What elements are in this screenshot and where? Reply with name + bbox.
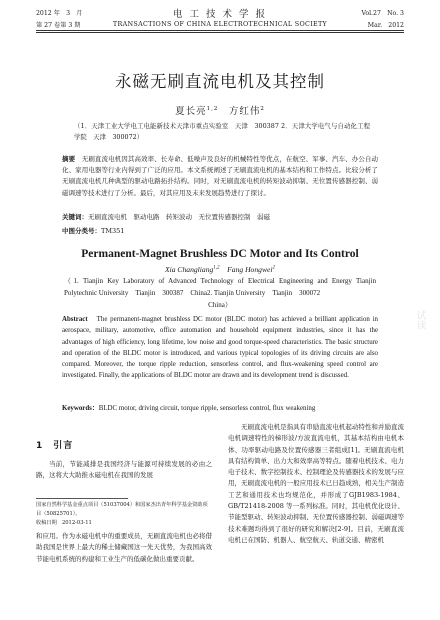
watermark-text: 试读 [414, 310, 425, 330]
footnote-rule [36, 498, 128, 499]
author-en-2: Fang Hongwei [227, 265, 273, 274]
header-rule-thin [36, 32, 404, 33]
author-cn-2-affil: 2 [260, 105, 265, 112]
abstract-en-text: The permanent-magnet brushless DC motor (BLDC motor) has achieved a brilliant application in aerospace, military, automotive, office automation and household equipment industries, since it has the advantages of high efficiency, long lifetime, low noise and good torque-speed characteristics. The basic structure and operation of the BLDC motor is introduced, and various typical topologies of its driving circuits are also compared. Moreover, the torque ripple reduction, sensorless control, and flux-weakening speed control are investigated. Finally, the applications of BLDC motor are drawn and its development trend is discussed. [62, 316, 379, 380]
body-right-column [228, 422, 404, 546]
keywords-en-label: Keywords： [62, 405, 99, 412]
keywords-en-text: BLDC motor, driving circuit, torque ripple, sensorless control, flux weakening [98, 405, 316, 412]
title-cn: 永磁无刷直流电机及其控制 [115, 72, 325, 91]
abstract-cn [62, 154, 378, 199]
header-rule-thick [36, 30, 404, 31]
affiliation-en-text: （1. Tianjin Key Laboratory of Advanced Technology of Electrical Engineering and Energy Tianjin Polytechnic University Tianjin 300387 China2. Tianjin University Tianjin 300072 [64, 277, 376, 297]
author-en-2-affil: 2 [272, 265, 275, 271]
body-paragraph: 当前，节能减排是我国经济与能源可持续发展的必由之路，这将大大助推永磁电机在我国的发展 [36, 460, 212, 480]
keywords-cn [62, 212, 378, 221]
classification-cn [62, 226, 378, 235]
footnote-funding: 国家自然科学基金重点项目（51037004）和国家杰出青年科学基金资助项目（50825701）。 [36, 502, 208, 517]
affiliation-cn: （1．天津工业大学电工电能新技术天津市重点实验室 天津 300387 2．天津大学电气与自动化工程学院 天津 300072） [74, 122, 370, 141]
header-issue-cn: 第 27 卷第 3 期 [36, 22, 81, 29]
header-journal-en: TRANSACTIONS OF CHINA ELECTROTECHNICAL SOCIETY [112, 20, 328, 28]
classification-cn-code: TM351 [101, 227, 125, 235]
section-number: 1 [36, 441, 44, 451]
author-cn-2: 方红伟 [228, 106, 261, 117]
footnote-received: 收稿日期 2012-03-11 [36, 520, 92, 526]
author-cn-1: 夏长亮 [175, 106, 207, 117]
authors-en [0, 264, 440, 275]
header-journal-cn: 电 工 技 术 学 报 [172, 9, 268, 20]
header-volume: Vol.27 No. 3 [361, 10, 404, 17]
header-year-month: 2012 年 3 月 [36, 10, 83, 17]
watermark [414, 40, 437, 600]
title-en: Permanent-Magnet Brushless DC Motor and Its Control [81, 248, 359, 260]
classification-cn-label: 中图分类号： [62, 227, 101, 235]
affiliation-en [64, 275, 376, 311]
header-date-en: Mar. 2012 [367, 22, 404, 29]
affiliation-en-tail: China） [208, 301, 232, 309]
abstract-en [62, 314, 378, 382]
keywords-cn-label: 关键词： [62, 213, 88, 221]
keywords-cn-text: 无刷直流电机 驱动电路 转矩波动 无位置传感器控制 弱磁 [88, 213, 270, 221]
section-title: 引言 [53, 441, 74, 451]
body-paragraph: 无刷直流电机是指具有串励直流电机起动特性和并励直流电机调速特性的梯形波/方波直流电机，其基本结构由电机本体、功率驱动电路及位置传感器三者组成[1]。无刷直流电机具有结构简单、出力大和效率高等特点。随着电机技术、电力电子技术、数字控制技术、控制理论及传感器技术的发展与应用，无刷直流电机的一般应用技术已日趋成熟，相关生产制造工艺和通用技术也均规范化，并形成了GJB1983-1984、GB/T21418-2008 等一系列标准。同时，其电机优化设计、节能型驱动、转矩波动抑制、无位置传感器控制、弱磁调速等技术难题均得到了很好的研究和解决[2-9]。目前，无刷直流电机已在国防、机器人、航空航天、轨道交通、精密机 [228, 423, 404, 544]
keywords-en [62, 402, 378, 412]
abstract-cn-label: 摘要 [62, 155, 76, 163]
footnote [36, 501, 212, 528]
section-heading-intro [36, 438, 73, 451]
author-cn-1-affil: 1,2 [206, 105, 219, 112]
abstract-cn-text: 无刷直流电机因其高效率、长寿命、低噪声及良好的机械特性等优点，在航空、军事、汽车、办公自动化、家用电器等行业内得到了广泛的应用。本文系统阐述了无刷直流电机的基本结构和工作特点。比较分析了无刷直流电机几种典型的驱动电路拓扑结构。同时，对无刷直流电机的转矩波动抑制、无位置传感器控制、弱磁调速等技术进行了分析。最后，对其应用及未来发展趋势进行了探讨。 [62, 155, 379, 197]
abstract-en-label: Abstract [62, 316, 88, 323]
author-en-1: Xia Changliang [164, 265, 214, 274]
body-left-column-bottom: 和应用。作为永磁电机中的重要成员，无刷直流电机也必将借助我国是世界上最大的稀土储藏国这一先天优势，为我国高效节能电机系统的构建和工业生产的低碳化做出重要贡献。 [36, 532, 212, 563]
body-left-column-top [36, 459, 212, 482]
authors-cn [0, 103, 440, 117]
author-en-1-affil: 1,2 [213, 265, 220, 271]
